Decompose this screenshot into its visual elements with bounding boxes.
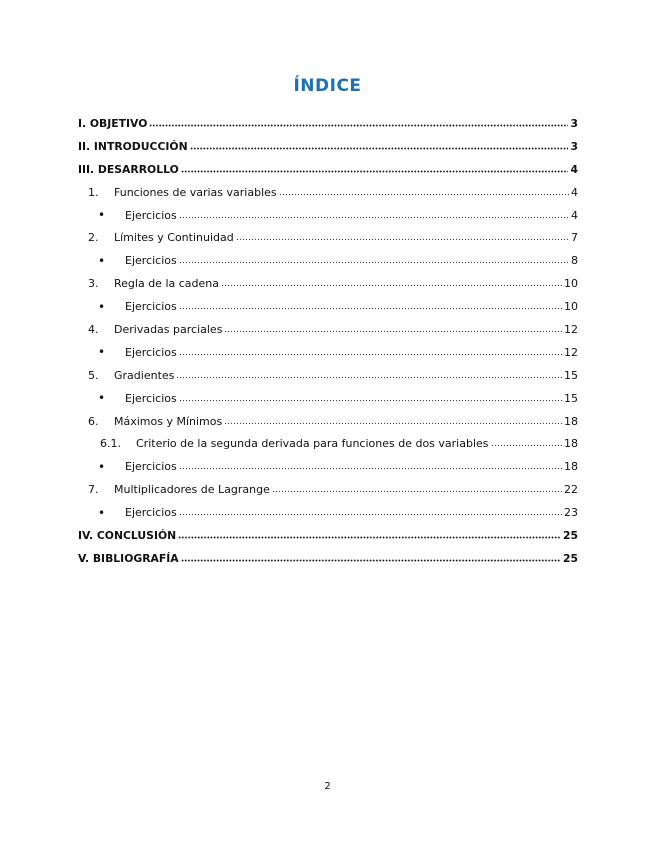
toc-entry[interactable]: [78, 249, 578, 272]
toc-entry-page: 7: [571, 231, 578, 245]
toc-entry[interactable]: [78, 410, 578, 433]
dot-leader: [179, 510, 562, 520]
toc-entry-title: Derivadas parciales: [114, 322, 223, 336]
toc-entry-page: 4: [570, 162, 578, 176]
toc-entry-page: 4: [571, 185, 578, 199]
bullet-icon: •: [98, 208, 106, 222]
toc-entry-title: Funciones de varias variables: [114, 185, 277, 199]
bullet-icon: •: [98, 345, 106, 360]
toc-entry[interactable]: [78, 341, 578, 364]
toc-entry-title: II. INTRODUCCIÓN: [78, 139, 188, 153]
toc-entry-title: Criterio de la segunda derivada para funciones de dos variables: [136, 437, 489, 451]
toc-entry[interactable]: [78, 135, 578, 158]
toc-entry-page: 3: [570, 139, 578, 153]
bullet-icon: •: [98, 253, 106, 268]
toc-entry-title: Ejercicios: [125, 345, 177, 359]
toc-entry-title: Gradientes: [114, 368, 175, 382]
toc-entry-page: 15: [564, 368, 578, 382]
bullet-icon: •: [98, 299, 106, 314]
dot-leader: [179, 304, 562, 314]
toc-entry-title: Ejercicios: [125, 391, 177, 405]
toc-entry-number: 4.: [88, 322, 99, 336]
toc-entry[interactable]: [78, 204, 578, 227]
toc-entry[interactable]: [78, 226, 578, 249]
toc-entry-number: 2.: [88, 231, 99, 245]
toc-entry[interactable]: [78, 318, 578, 341]
dot-leader: [190, 143, 569, 153]
dot-leader: [221, 281, 562, 291]
table-of-contents: [78, 112, 578, 570]
bullet-icon: •: [98, 505, 106, 520]
toc-entry[interactable]: [78, 181, 578, 204]
toc-entry-page: 4: [571, 208, 578, 222]
toc-title: ÍNDICE: [293, 76, 362, 96]
toc-entry-title: III. DESARROLLO: [78, 162, 179, 176]
toc-entry-number: 7.: [88, 483, 99, 497]
dot-leader: [236, 235, 569, 245]
toc-entry-page: 10: [564, 277, 578, 291]
dot-leader: [224, 418, 562, 428]
toc-entry-page: 12: [564, 322, 578, 336]
toc-entry-page: 15: [564, 391, 578, 405]
toc-entry-title: I. OBJETIVO: [78, 116, 148, 130]
dot-leader: [149, 120, 568, 130]
toc-entry-page: 18: [564, 437, 578, 451]
dot-leader: [179, 349, 562, 359]
bullet-icon: •: [98, 459, 106, 474]
toc-entry[interactable]: [78, 524, 578, 547]
toc-entry-number: 6.: [88, 414, 99, 428]
dot-leader: [179, 395, 562, 405]
toc-entry-title: Máximos y Mínimos: [114, 414, 223, 428]
toc-entry-page: 25: [562, 528, 578, 542]
toc-entry-number: 1.: [88, 185, 99, 199]
toc-entry-page: 3: [570, 116, 578, 130]
dot-leader: [178, 532, 561, 542]
dot-leader: [181, 166, 569, 176]
toc-entry-number: 5.: [88, 368, 99, 382]
toc-entry-title: Ejercicios: [125, 506, 177, 520]
toc-entry-title: V. BIBLIOGRAFÍA: [78, 551, 179, 565]
toc-entry-title: Multiplicadores de Lagrange: [114, 483, 270, 497]
toc-entry-number: 3.: [88, 277, 99, 291]
page-number: 2: [324, 781, 331, 792]
toc-entry[interactable]: [78, 295, 578, 318]
toc-entry[interactable]: [78, 455, 578, 478]
dot-leader: [179, 212, 569, 222]
toc-entry-page: 10: [564, 300, 578, 314]
toc-entry[interactable]: [78, 158, 578, 181]
toc-entry-page: 12: [564, 345, 578, 359]
dot-leader: [181, 555, 561, 565]
toc-entry-title: Ejercicios: [125, 208, 177, 222]
toc-entry[interactable]: [78, 112, 578, 135]
toc-entry-page: 22: [564, 483, 578, 497]
toc-entry[interactable]: [78, 272, 578, 295]
toc-entry-page: 18: [564, 414, 578, 428]
toc-entry-page: 8: [571, 254, 578, 268]
toc-entry[interactable]: [78, 432, 578, 455]
bullet-icon: •: [98, 391, 106, 406]
toc-entry-title: Límites y Continuidad: [114, 231, 234, 245]
toc-entry-title: Ejercicios: [125, 254, 177, 268]
dot-leader: [272, 487, 562, 497]
toc-entry-page: 23: [564, 506, 578, 520]
toc-entry-title: Ejercicios: [125, 300, 177, 314]
toc-entry-title: Regla de la cadena: [114, 277, 219, 291]
toc-entry-number: 6.1.: [100, 437, 121, 451]
toc-entry[interactable]: [78, 387, 578, 410]
toc-entry[interactable]: [78, 547, 578, 570]
dot-leader: [179, 258, 569, 268]
toc-entry[interactable]: [78, 364, 578, 387]
toc-entry-page: 25: [562, 551, 578, 565]
dot-leader: [179, 464, 562, 474]
dot-leader: [279, 189, 569, 199]
toc-entry[interactable]: [78, 501, 578, 524]
toc-entry-title: IV. CONCLUSIÓN: [78, 528, 177, 542]
dot-leader: [176, 372, 562, 382]
toc-entry-title: Ejercicios: [125, 460, 177, 474]
dot-leader: [224, 326, 562, 336]
toc-entry-page: 18: [564, 460, 578, 474]
toc-entry[interactable]: [78, 478, 578, 501]
dot-leader: [491, 441, 562, 451]
